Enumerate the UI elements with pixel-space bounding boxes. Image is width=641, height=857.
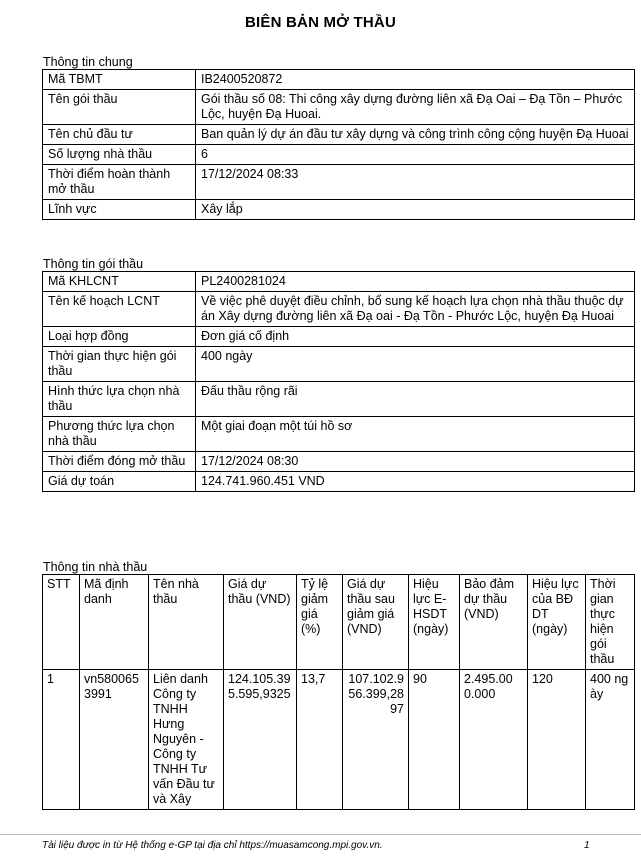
info-row (43, 327, 635, 347)
column-header: Tên nhà thầu (149, 575, 224, 670)
row-label: Số lượng nhà thầu (43, 145, 196, 165)
column-header: Thời gian thực hiện gói thầu (586, 575, 635, 670)
table-cell: 1 (43, 670, 80, 810)
column-header: Hiệu lực E-HSDT (ngày) (409, 575, 460, 670)
row-label: Tên gói thầu (43, 90, 196, 125)
info-row (43, 452, 635, 472)
table-cell: 107.102.956.399,2897 (343, 670, 409, 810)
general-info-heading: Thông tin chung (43, 55, 133, 69)
footer-divider (0, 834, 641, 835)
info-row (43, 272, 635, 292)
row-label: Mã KHLCNT (43, 272, 196, 292)
row-label: Thời gian thực hiện gói thầu (43, 347, 196, 382)
row-label: Hình thức lựa chọn nhà thầu (43, 382, 196, 417)
row-value: 6 (196, 145, 635, 165)
footer-note: Tài liệu được in từ Hệ thống e-GP tại địa chỉ https://muasamcong.mpi.gov.vn. (42, 840, 383, 851)
info-row (43, 70, 635, 90)
info-row (43, 417, 635, 452)
row-value: Gói thầu số 08: Thi công xây dựng đường liên xã Đạ Oai – Đạ Tồn – Phước Lộc, huyện Đạ Huoai. (196, 90, 635, 125)
info-row (43, 90, 635, 125)
column-header: Hiệu lực của BĐ DT (ngày) (528, 575, 586, 670)
row-value: Đấu thầu rộng rãi (196, 382, 635, 417)
info-row (43, 200, 635, 220)
table-cell: Liên danh Công ty TNHH Hưng Nguyên - Công ty TNHH Tư vấn Đầu tư và Xây (149, 670, 224, 810)
package-info-heading: Thông tin gói thầu (43, 257, 144, 271)
row-value: Ban quản lý dự án đầu tư xây dựng và công trình công cộng huyện Đạ Huoai (196, 125, 635, 145)
row-value: 400 ngày (196, 347, 635, 382)
table-cell: 120 (528, 670, 586, 810)
row-label: Phương thức lựa chọn nhà thầu (43, 417, 196, 452)
table-cell: 13,7 (297, 670, 343, 810)
info-row (43, 347, 635, 382)
row-value: Đơn giá cố định (196, 327, 635, 347)
table-cell: 2.495.000.000 (460, 670, 528, 810)
row-label: Tên chủ đầu tư (43, 125, 196, 145)
table-cell: 90 (409, 670, 460, 810)
info-row (43, 292, 635, 327)
info-row (43, 472, 635, 492)
document-title: BIÊN BẢN MỞ THẦU (245, 14, 396, 31)
table-cell: 124.105.395.595,9325 (224, 670, 297, 810)
row-value: 124.741.960.451 VND (196, 472, 635, 492)
column-header: STT (43, 575, 80, 670)
row-label: Loại hợp đồng (43, 327, 196, 347)
row-value: IB2400520872 (196, 70, 635, 90)
row-value: Về việc phê duyệt điều chỉnh, bổ sung kế hoạch lựa chọn nhà thầu thuộc dự án Xây dựng đường liên xã Đạ oai - Đạ Tồn - Phước Lộc, huyện Đạ Huoai (196, 292, 635, 327)
table-cell: vn5800653991 (80, 670, 149, 810)
row-label: Lĩnh vực (43, 200, 196, 220)
row-label: Thời điểm đóng mở thầu (43, 452, 196, 472)
row-label: Thời điểm hoàn thành mở thầu (43, 165, 196, 200)
row-value: 17/12/2024 08:33 (196, 165, 635, 200)
info-row (43, 125, 635, 145)
page-number: 1 (584, 840, 590, 851)
info-row (43, 145, 635, 165)
row-value: Một giai đoạn một túi hồ sơ (196, 417, 635, 452)
column-header: Mã định danh (80, 575, 149, 670)
package-info-table (42, 271, 635, 492)
table-cell: 400 ngày (586, 670, 635, 810)
row-label: Mã TBMT (43, 70, 196, 90)
column-header: Tỷ lệ giảm giá (%) (297, 575, 343, 670)
row-label: Tên kế hoạch LCNT (43, 292, 196, 327)
row-value: Xây lắp (196, 200, 635, 220)
row-value: 17/12/2024 08:30 (196, 452, 635, 472)
info-row (43, 165, 635, 200)
bidder-info-table (42, 574, 635, 810)
table-row (43, 670, 635, 810)
column-header: Bảo đảm dự thầu (VND) (460, 575, 528, 670)
info-row (43, 382, 635, 417)
column-header: Giá dự thầu (VND) (224, 575, 297, 670)
row-value: PL2400281024 (196, 272, 635, 292)
column-header: Giá dự thầu sau giảm giá (VND) (343, 575, 409, 670)
general-info-table (42, 69, 635, 220)
bidder-info-heading: Thông tin nhà thầu (43, 560, 148, 574)
row-label: Giá dự toán (43, 472, 196, 492)
